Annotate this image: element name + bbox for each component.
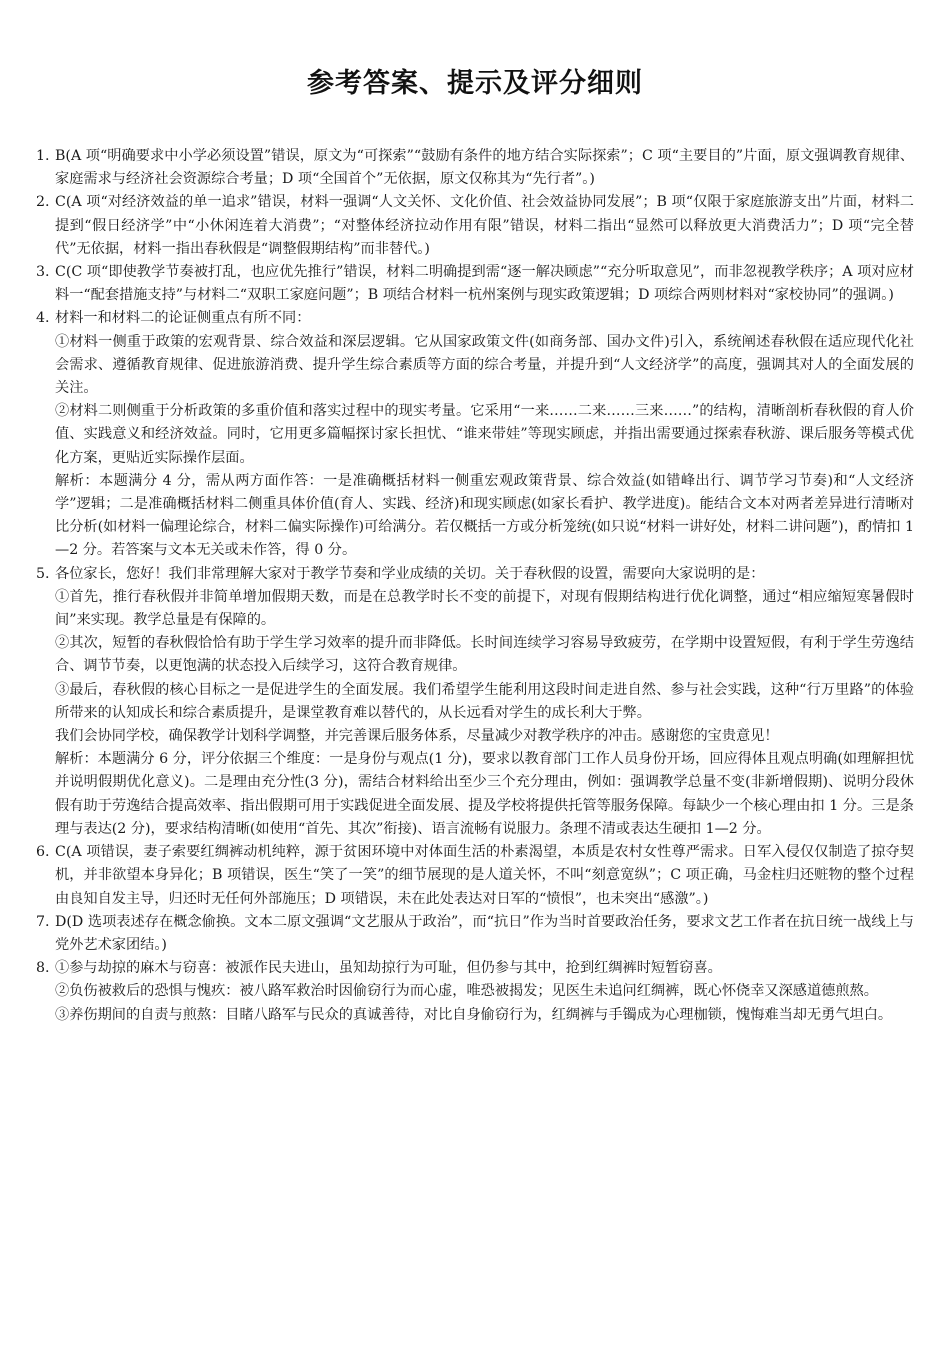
item-number: 2.: [36, 194, 50, 211]
answer-item-4: [36, 307, 914, 562]
item-number: 7.: [36, 913, 50, 930]
item-analysis: 解析：本题满分 4 分，需从两方面作答：一是准确概括材料一侧重宏观政策背景、综合效益(如错峰出行、调节学习节奏)和“人文经济学”逻辑；二是准确概括材料二侧重具体价值(育人、实践、经济)和现实顾虑(如家长看护、教学进度)。能结合文本对两者差异进行清晰对比分析(如材料一偏理论综合，材料二偏实际操作)可给满分。若仅概括一方或分析笼统(如只说“材料一讲好处，材料二讲问题”)，酌情扣 1—2 分。若答案与文本无关或未作答，得 0 分。: [55, 472, 914, 559]
item-number: 1.: [36, 148, 50, 164]
answer-item-3: [36, 261, 914, 307]
page-title: 参考答案、提示及评分细则: [307, 68, 643, 99]
item-number: 6.: [36, 844, 50, 861]
item-paragraph: ③最后，春秋假的核心目标之一是促进学生的全面发展。我们希望学生能利用这段时间走进自然、参与社会实践，这种“行万里路”的体验所带来的认知成长和综合素质提升，是课堂教育难以替代的，从长远看对学生的成长利大于弊。: [55, 681, 914, 721]
item-paragraph: ②其次，短暂的春秋假恰恰有助于学生学习效率的提升而非降低。长时间连续学习容易导致疲劳，在学期中设置短假，有利于学生劳逸结合、调节节奏，以更饱满的状态投入后续学习，这符合教育规律。: [55, 635, 914, 675]
answer-item-5: [36, 563, 914, 841]
item-paragraph: ②材料二则侧重于分析政策的多重价值和落实过程中的现实考量。它采用“一来……二来……三来……”的结构，清晰剖析春秋假的育人价值、实践意义和经济效益。同时，它用更多篇幅探讨家长担忧、“谁来带娃”等现实顾虑，并指出需要通过探索春秋游、课后服务等模式优化方案，更贴近实际操作层面。: [55, 403, 914, 466]
item-paragraph: ①材料一侧重于政策的宏观背景、综合效益和深层逻辑。它从国家政策文件(如商务部、国办文件)引入，系统阐述春秋假在适应现代化社会需求、遵循教育规律、促进旅游消费、提升学生综合素质等方面的综合考量，并提升到“人文经济学”的高度，强调其对人的全面发展的关注。: [55, 333, 914, 397]
answer-item-2: [36, 191, 914, 261]
item-paragraph: ②负伤被救后的恐惧与愧疚：被八路军救治时因偷窃行为而心虚，唯恐被揭发；见医生未追问红绸裤，既心怀侥幸又深感道德煎熬。: [55, 983, 878, 1000]
item-paragraph: 材料一和材料二的论证侧重点有所不同：: [55, 310, 311, 327]
item-paragraph: C(C 项“即使教学节奏被打乱，也应优先推行”错误，材料二明确提到需“逐一解决顾虑”“充分听取意见”，而非忽视教学秩序；A 项对应材料一“配套措施支持”与材料二“双职工家庭问题”；B 项结合材料一杭州案例与现实政策逻辑；D 项综合两则材料对“家校协同”的强调。): [55, 264, 914, 304]
item-paragraph: D(D 选项表述存在概念偷换。文本二原文强调“文艺服从于政治”，而“抗日”作为当时首要政治任务，要求文艺工作者在抗日统一战线上与党外艺术家团结。): [55, 913, 914, 953]
item-paragraph: C(A 项“对经济效益的单一追求”错误，材料一强调“人文关怀、文化价值、社会效益协同发展”；B 项“仅限于家庭旅游支出”片面，材料二提到“假日经济学”中“小休闲连着大消费”；“对整体经济拉动作用有限”错误，材料二指出“显然可以释放更大消费活力”；D 项“完全替代”无依据，材料一指出春秋假是“调整假期结构”而非替代。): [55, 194, 914, 257]
item-number: 3.: [36, 264, 50, 281]
answer-list: [36, 145, 914, 1027]
answer-item-7: [36, 911, 914, 957]
item-paragraph: B(A 项“明确要求中小学必须设置”错误，原文为“可探索”“鼓励有条件的地方结合实际探索”；C 项“主要目的”片面，原文强调教育规律、家庭需求与经济社会资源综合考量；D 项“全国首个”无依据，原文仅称其为“先行者”。): [55, 148, 914, 188]
item-number: 4.: [36, 310, 50, 327]
answer-item-1: [36, 145, 914, 191]
item-number: 8.: [36, 960, 50, 977]
item-paragraph: 各位家长，您好！我们非常理解大家对于教学节奏和学业成绩的关切。关于春秋假的设置，需要向大家说明的是：: [55, 565, 765, 582]
item-paragraph: 我们会协同学校，确保教学计划科学调整，并完善课后服务体系，尽量减少对教学秩序的冲击。感谢您的宝贵意见！: [55, 728, 779, 745]
answer-item-8: [36, 957, 914, 1027]
answer-item-6: [36, 841, 914, 911]
item-paragraph: C(A 项错误，妻子索要红绸裤动机纯粹，源于贫困环境中对体面生活的朴素渴望，本质是农村女性尊严需求。日军入侵仅仅制造了掠夺契机，并非欲望本身异化；B 项错误，医生“笑了一笑”的细节展现的是人道关怀，不叫“刻意宽纵”；C 项正确，马金柱归还赃物的整个过程由良知自发主导，归还时无任何外部施压；D 项错误，未在此处表达对日军的“愤恨”，也未突出“感激”。): [55, 844, 914, 907]
item-number: 5.: [36, 565, 50, 582]
item-paragraph: ①首先，推行春秋假并非简单增加假期天数，而是在总教学时长不变的前提下，对现有假期结构进行优化调整，通过“相应缩短寒暑假时间”来实现。教学总量是有保障的。: [55, 588, 914, 629]
item-paragraph: ①参与劫掠的麻木与窃喜：被派作民夫进山，虽知劫掠行为可耻，但仍参与其中，抢到红绸裤时短暂窃喜。: [55, 960, 722, 977]
item-paragraph: ③养伤期间的自责与煎熬：目睹八路军与民众的真诚善待，对比自身偷窃行为，红绸裤与手镯成为心理枷锁，愧悔难当却无勇气坦白。: [55, 1006, 893, 1023]
item-analysis: 解析：本题满分 6 分，评分依据三个维度：一是身份与观点(1 分)，要求以教育部门工作人员身份开场，回应得体且观点明确(如理解担忧并说明假期优化意义)。二是理由充分性(3 分)，需结合材料给出至少三个充分理由，例如：强调教学总量不变(非新增假期)、说明分段休假有助于劳逸结合提高效率、指出假期可用于实践促进全面发展、提及学校将提供托管等服务保障。每缺少一个核心理由扣 1 分。三是条理与表达(2 分)，要求结构清晰(如使用“首先、其次”衔接)、语言流畅有说服力。条理不清或表达生硬扣 1—2 分。: [55, 751, 914, 837]
